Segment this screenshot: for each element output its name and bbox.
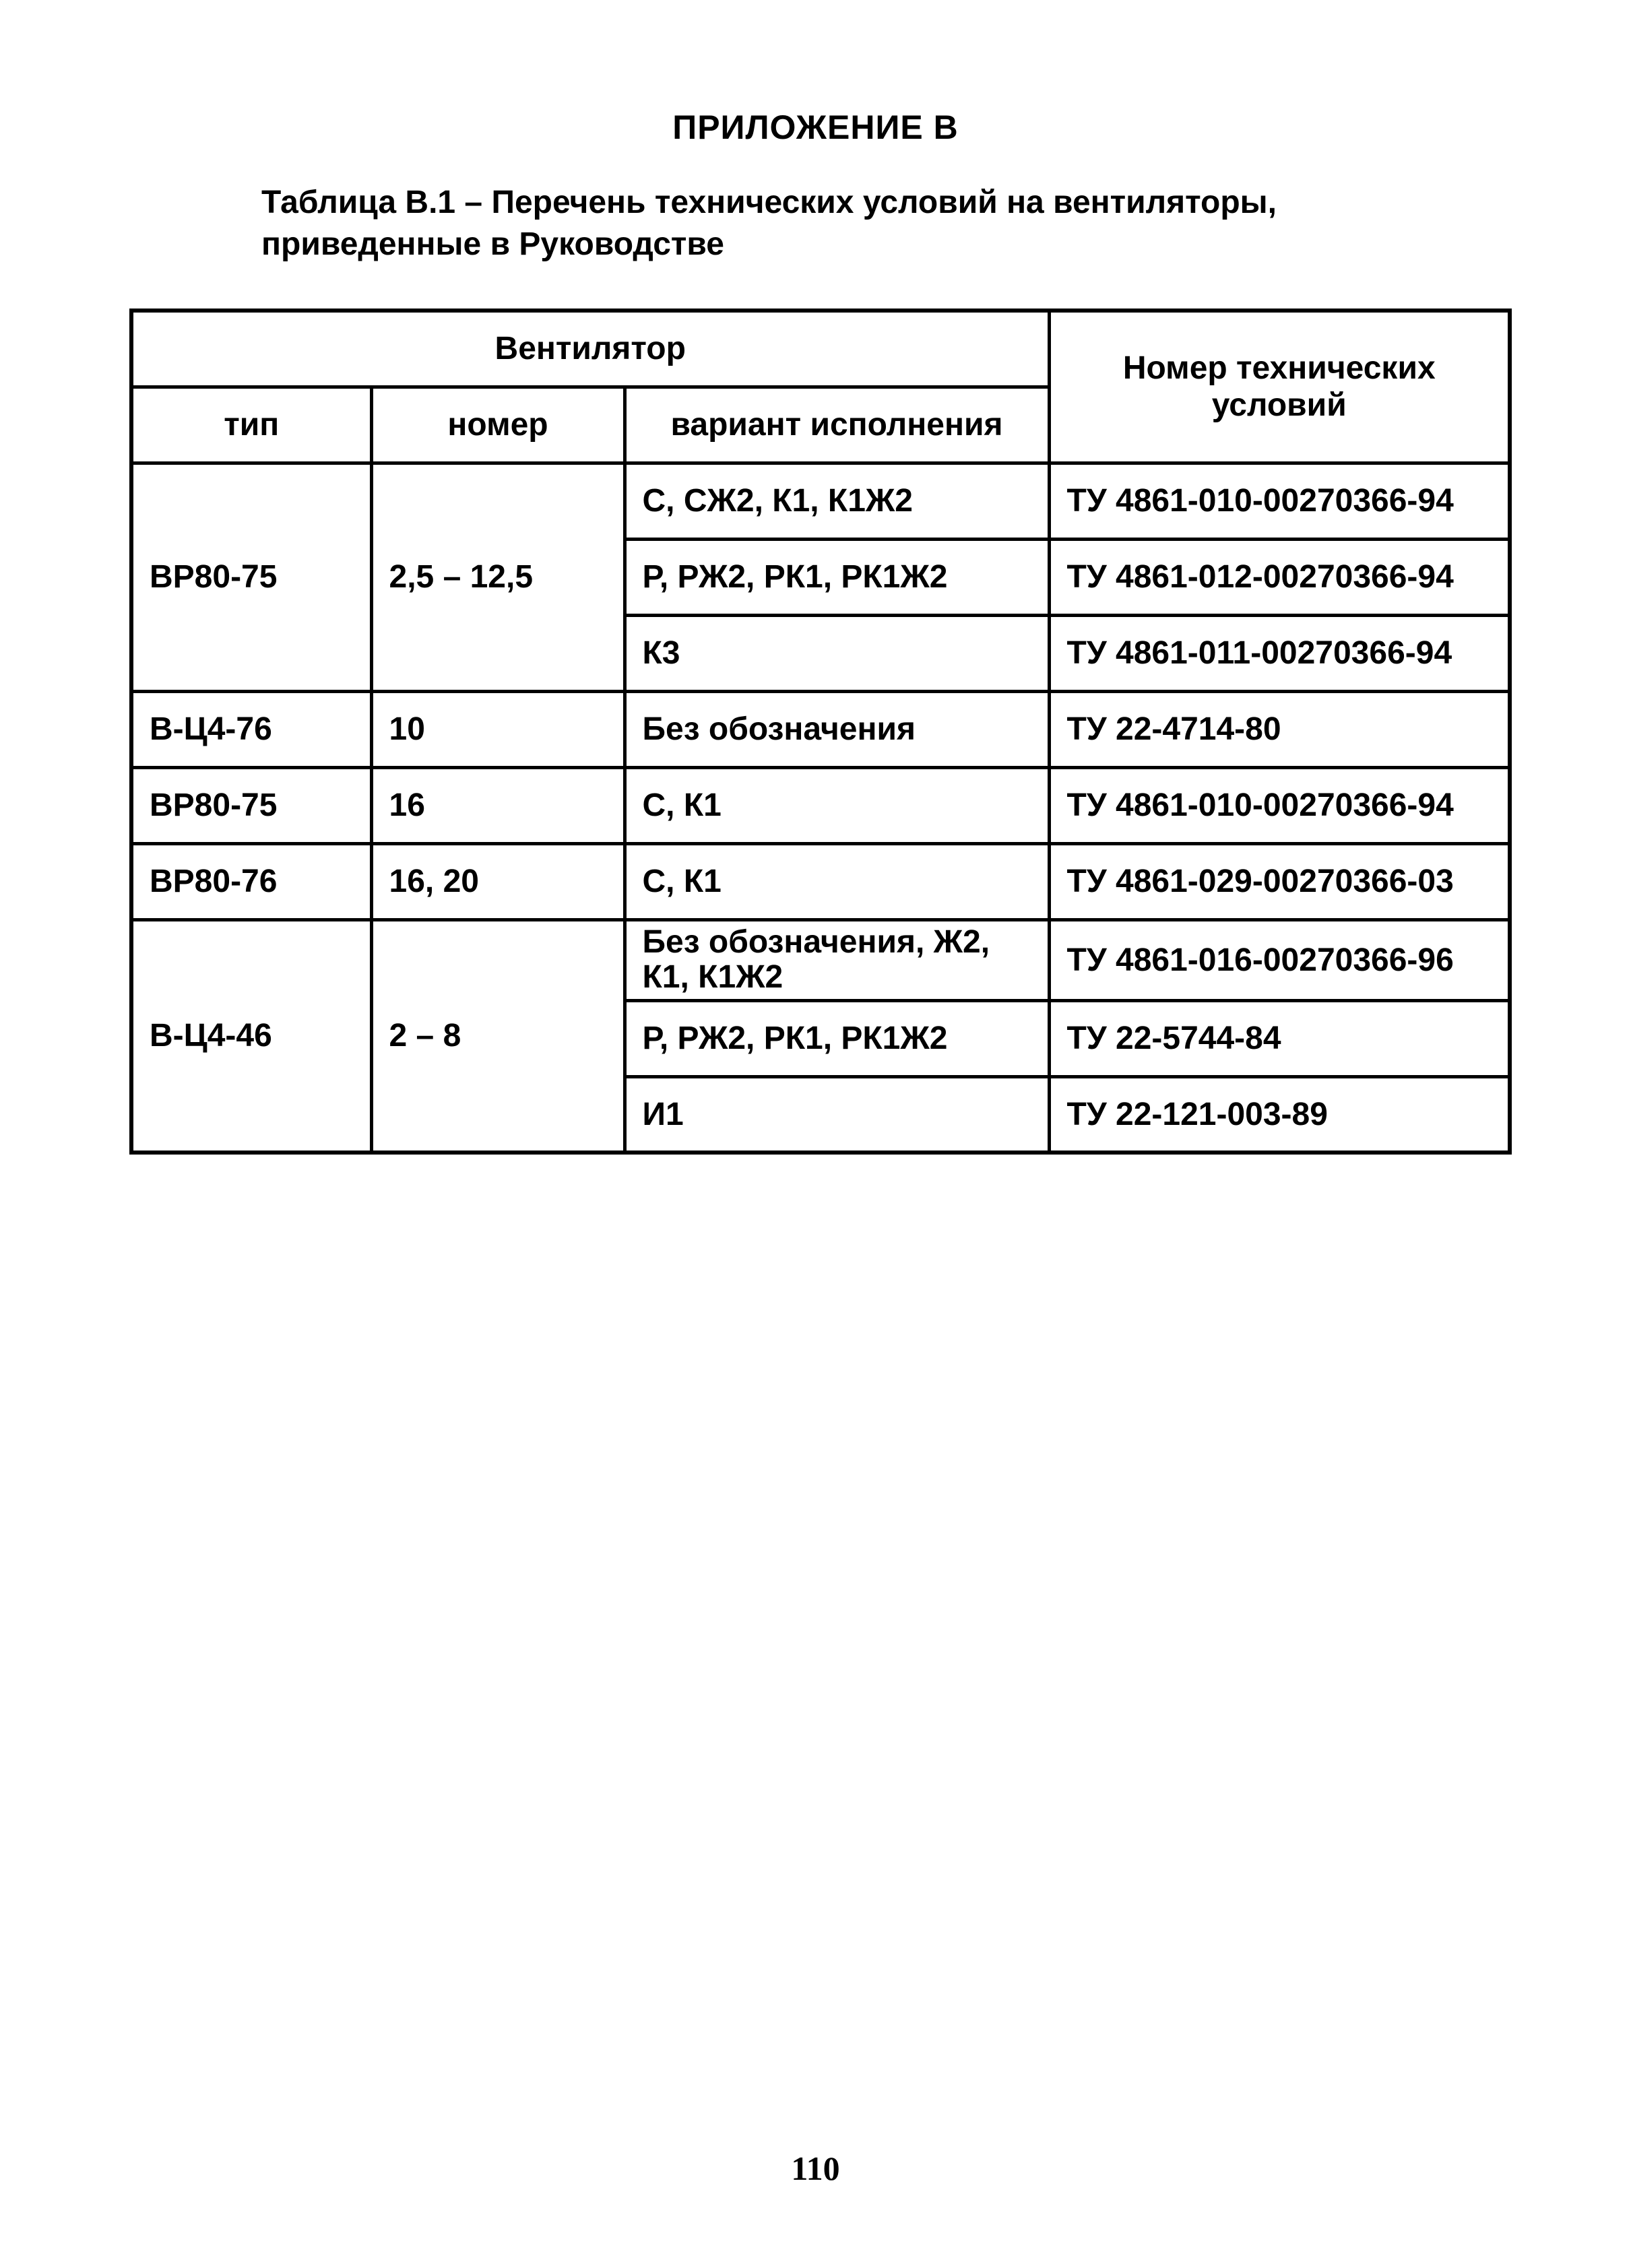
- header-tu-number: Номер технических условий: [1049, 311, 1510, 463]
- cell-variant: И1: [625, 1076, 1049, 1153]
- table-row: [131, 691, 1510, 767]
- cell-variant: Без обозначения, Ж2, К1, К1Ж2: [625, 919, 1049, 1000]
- cell-number: 16, 20: [371, 843, 625, 919]
- cell-variant: Р, РЖ2, РК1, РК1Ж2: [625, 539, 1049, 615]
- cell-number: 2,5 – 12,5: [371, 463, 625, 691]
- table-row: [131, 463, 1510, 539]
- cell-tu: ТУ 4861-016-00270366-96: [1049, 919, 1510, 1000]
- cell-tu: ТУ 4861-010-00270366-94: [1049, 767, 1510, 843]
- appendix-title: ПРИЛОЖЕНИЕ В: [672, 108, 959, 146]
- page-number: 110: [791, 2149, 840, 2187]
- cell-tu: ТУ 4861-011-00270366-94: [1049, 615, 1510, 691]
- cell-variant: К3: [625, 615, 1049, 691]
- header-variant: вариант исполнения: [625, 387, 1049, 463]
- header-type: тип: [131, 387, 371, 463]
- cell-tu: ТУ 22-5744-84: [1049, 1000, 1510, 1076]
- cell-tu: ТУ 4861-012-00270366-94: [1049, 539, 1510, 615]
- cell-number: 10: [371, 691, 625, 767]
- header-ventilator: Вентилятор: [131, 311, 1049, 387]
- table-row: [131, 767, 1510, 843]
- cell-type: ВР80-75: [131, 767, 371, 843]
- cell-variant: Р, РЖ2, РК1, РК1Ж2: [625, 1000, 1049, 1076]
- table-caption: Таблица В.1 – Перечень технических условий на вентиляторы, приведенные в Руководстве: [261, 185, 1277, 262]
- cell-type: ВР80-76: [131, 843, 371, 919]
- table-header-row: [131, 311, 1510, 387]
- table-row: [131, 919, 1510, 1000]
- ventilators-tu-table: [129, 309, 1512, 1155]
- cell-tu: ТУ 22-4714-80: [1049, 691, 1510, 767]
- cell-number: 16: [371, 767, 625, 843]
- cell-type: ВР80-75: [131, 463, 371, 691]
- cell-tu: ТУ 4861-029-00270366-03: [1049, 843, 1510, 919]
- table-row: [131, 843, 1510, 919]
- cell-type: В-Ц4-46: [131, 919, 371, 1153]
- cell-tu: ТУ 22-121-003-89: [1049, 1076, 1510, 1153]
- header-number: номер: [371, 387, 625, 463]
- cell-variant: С, К1: [625, 767, 1049, 843]
- cell-type: В-Ц4-76: [131, 691, 371, 767]
- cell-variant: С, СЖ2, К1, К1Ж2: [625, 463, 1049, 539]
- cell-variant: С, К1: [625, 843, 1049, 919]
- cell-number: 2 – 8: [371, 919, 625, 1153]
- cell-tu: ТУ 4861-010-00270366-94: [1049, 463, 1510, 539]
- cell-variant: Без обозначения: [625, 691, 1049, 767]
